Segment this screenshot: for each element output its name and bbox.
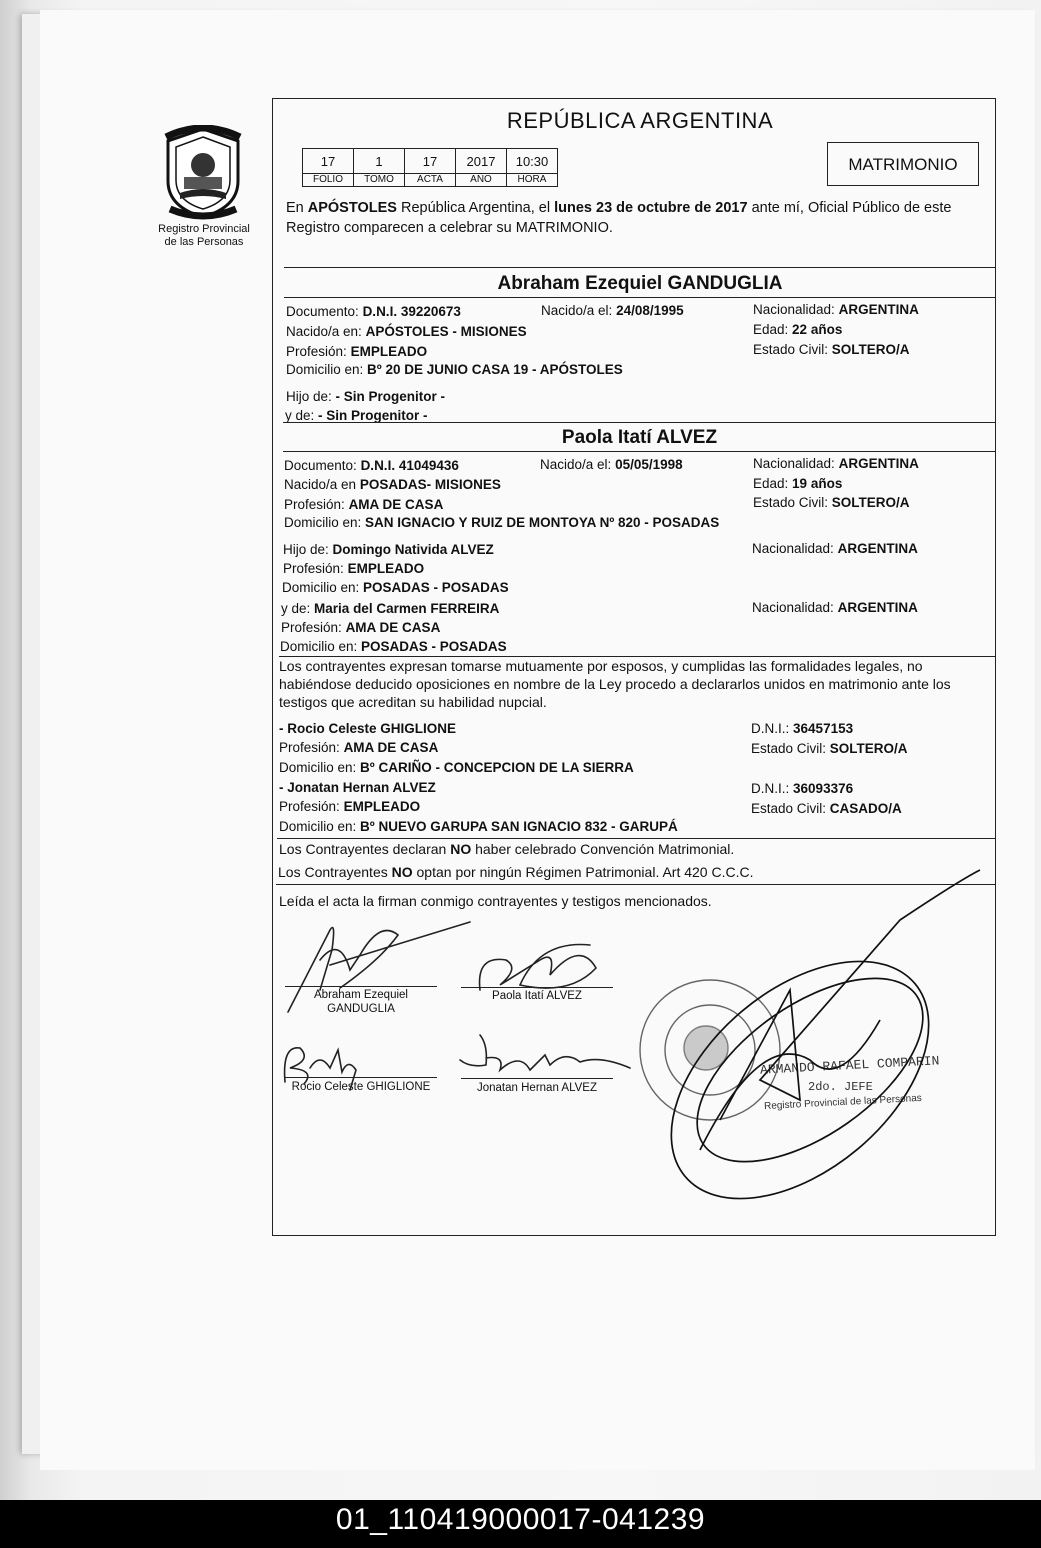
hora-label: HORA [507,174,558,187]
label: Domicilio en: [280,639,358,654]
line2: GANDUGLIA [327,1003,395,1015]
scan-footer-code: 01_110419000017-041239 [0,1500,1041,1548]
label: Edad: [753,322,789,337]
value: POSADAS - POSADAS [361,639,507,654]
signature-name-witness1: Rocio Celeste GHIGLIONE [291,1081,431,1093]
acta-label: ACTA [405,174,456,187]
signature-name-witness2: Jonatan Hernan ALVEZ [477,1082,597,1094]
value: Bº NUEVO GARUPA SAN IGNACIO 832 - GARUPÁ [360,819,678,834]
hora-value: 10:30 [507,149,558,174]
value: ARGENTINA [838,456,919,471]
label: Nacido/a el: [540,457,612,472]
stamp-org: Registro Provincial de las Personas [763,1092,923,1113]
value: 24/08/1995 [616,303,684,318]
officer-signature-icon [627,870,980,1245]
text: Los Contrayentes declaran [279,841,451,857]
value: EMPLEADO [347,561,425,576]
line1: Abraham Ezequiel [314,989,408,1001]
label: Estado Civil: [751,741,827,756]
signature-witness1-icon [285,1048,356,1090]
label: Domicilio en: [286,362,364,377]
value: NO [391,864,413,880]
ano-value: 2017 [456,149,507,174]
label: Nacido/a el: [541,303,613,318]
intro-date: lunes 23 de octubre de 2017 [554,200,748,216]
folio-label: FOLIO [303,174,354,187]
tomo-value: 1 [354,149,405,174]
intro-city: APÓSTOLES [307,200,397,216]
label: Hijo de: [283,542,329,557]
value: EMPLEADO [343,799,421,814]
value: NO [450,841,472,857]
label: Nacionalidad: [752,600,834,615]
stamp-officer: ARMANDO RAFAEL COMPARIN [759,1053,940,1078]
value: Bº CARIÑO - CONCEPCION DE LA SIERRA [360,760,634,775]
signature-name-spouse2: Paola Itatí ALVEZ [492,990,582,1002]
label: Edad: [753,476,789,491]
label: y de: [285,408,315,423]
text: haber celebrado Convención Matrimonial. [471,841,735,857]
label: Documento: [284,458,357,473]
value: - Sin Progenitor - [318,408,428,423]
value: ARGENTINA [838,302,919,317]
text: optan por ningún Régimen Patrimonial. Art 420 C.C.C. [412,864,754,880]
signature-spouse2-icon [480,945,596,991]
label: Hijo de: [286,389,332,404]
intro-text-2: República Argentina, el [396,200,555,216]
value: 36093376 [793,781,854,796]
label: Profesión: [279,740,340,755]
label: Documento: [286,304,359,319]
label: Nacionalidad: [753,456,835,471]
registry-label-line1: Registro Provincial [158,223,250,235]
value: SAN IGNACIO Y RUIZ DE MONTOYA Nº 820 - POSADAS [365,515,720,530]
value: ARGENTINA [837,600,918,615]
value: 36457153 [793,721,854,736]
label: D.N.I.: [751,781,790,796]
closing-statement: Leída el acta la firman conmigo contrayentes y testigos mencionados. [279,893,712,909]
value: AMA DE CASA [348,497,444,512]
label: Nacionalidad: [752,541,834,556]
value: - Sin Progenitor - [335,389,446,404]
label: Domicilio en: [284,515,362,530]
round-stamp-icon [640,980,780,1120]
label: Estado Civil: [753,495,829,510]
ano-label: AÑO [456,174,507,187]
value: 19 años [792,476,843,491]
value: Maria del Carmen FERREIRA [314,601,500,616]
intro-text-3: ante mí, Oficial Público de este Registro comparecen a celebrar su MATRIMONIO. [286,200,952,236]
label: Nacido/a en: [286,324,362,339]
value: D.N.I. 41049436 [360,458,459,473]
signature-witness2-icon [460,1035,630,1070]
spouse1-name: Abraham Ezequiel GANDUGLIA [497,273,783,294]
label: Nacido/a en [284,477,357,492]
value: 22 años [792,322,843,337]
spouse2-name: Paola Itatí ALVEZ [561,427,718,448]
value: AMA DE CASA [343,740,439,755]
text: Los Contrayentes [278,864,392,880]
intro-text-1: En [286,200,308,216]
registry-label-line2: de las Personas [164,236,244,248]
label: Profesión: [283,561,344,576]
value: - Rocio Celeste GHIGLIONE [279,721,457,736]
act-type-box: MATRIMONIO [827,142,979,186]
label: Domicilio en: [282,580,360,595]
label: Estado Civil: [753,342,829,357]
label: Profesión: [286,344,347,359]
label: y de: [281,601,311,616]
label: Domicilio en: [279,760,357,775]
tomo-label: TOMO [354,174,405,187]
value: - Jonatan Hernan ALVEZ [279,780,436,795]
country-title: REPÚBLICA ARGENTINA [506,108,774,133]
value: 05/05/1998 [615,457,683,472]
value: POSADAS- MISIONES [359,477,501,492]
value: SOLTERO/A [831,495,910,510]
value: SOLTERO/A [829,741,908,756]
label: D.N.I.: [751,721,790,736]
declaration-text: Los contrayentes expresan tomarse mutuamente por esposos, y cumplidas las formalidades legales, no habiéndose deducido oposiciones en nombre de la Ley procedo a declararlos unidos en matrimonio ante los testigos que acreditan su habilidad nupcial. [279,658,951,710]
label: Estado Civil: [751,801,827,816]
stamp-role: 2do. JEFE [808,1080,873,1094]
value: D.N.I. 39220673 [362,304,461,319]
value: POSADAS - POSADAS [363,580,509,595]
value: CASADO/A [829,801,902,816]
acta-value: 17 [405,149,456,174]
value: Domingo Nativida ALVEZ [332,542,494,557]
label: Profesión: [281,620,342,635]
label: Domicilio en: [279,819,357,834]
value: ARGENTINA [837,541,918,556]
label: Profesión: [279,799,340,814]
value: AMA DE CASA [345,620,441,635]
value: EMPLEADO [350,344,428,359]
label: Nacionalidad: [753,302,835,317]
value: Bº 20 DE JUNIO CASA 19 - APÓSTOLES [367,362,623,377]
signature-spouse1-icon [288,922,470,1012]
folio-value: 17 [303,149,354,174]
value: APÓSTOLES - MISIONES [365,324,527,339]
label: Profesión: [284,497,345,512]
value: SOLTERO/A [831,342,910,357]
